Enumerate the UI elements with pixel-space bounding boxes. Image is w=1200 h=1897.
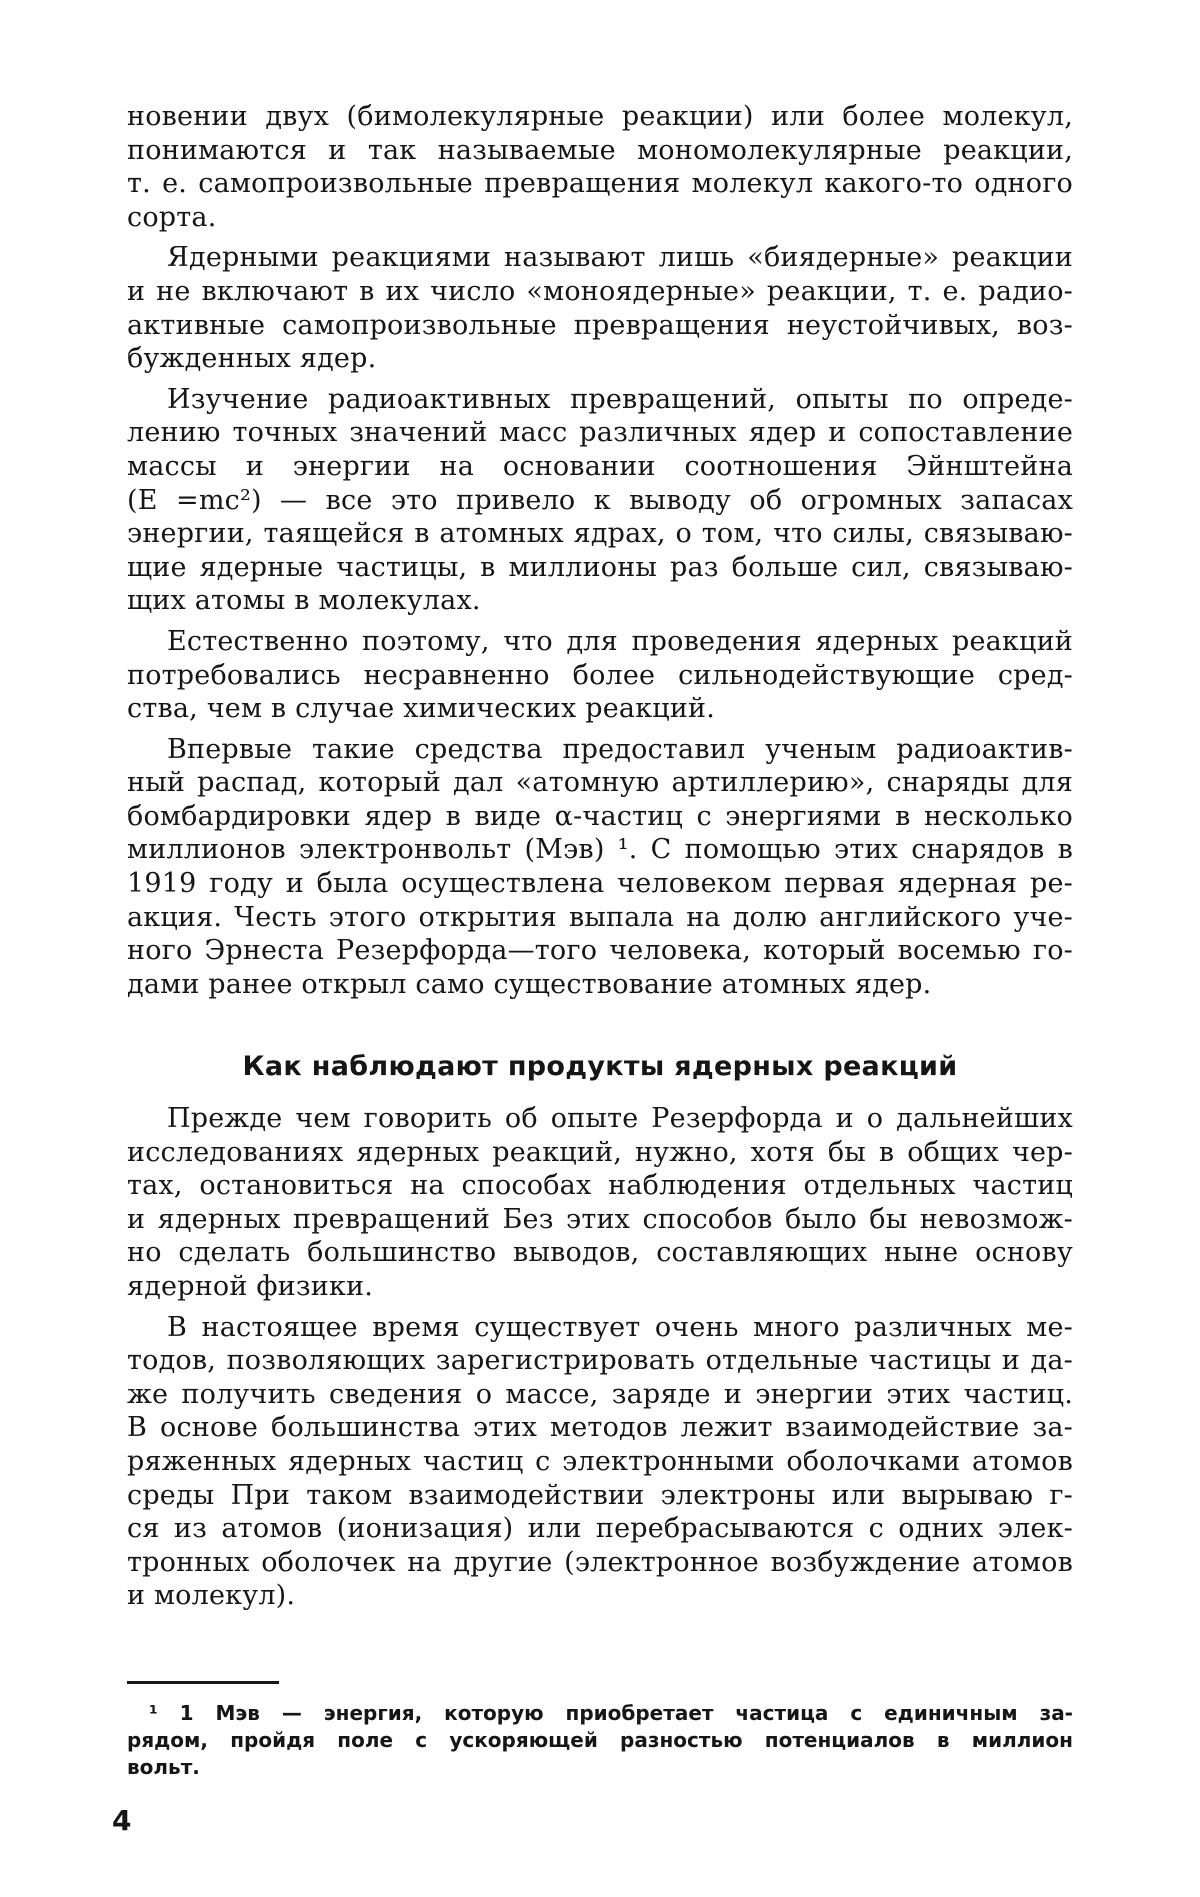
text-line: ства, чем в случае химических реакций.	[127, 692, 1073, 726]
paragraph-2	[127, 241, 1073, 375]
footnote-divider	[127, 1681, 279, 1684]
text-line: ного Эрнеста Резерфорда—того человека, который восемью го-	[127, 934, 1073, 968]
text-line: и не включают в их число «моноядерные» реакции, т. е. радио-	[127, 275, 1073, 309]
footnote-line: ¹ 1 Мэв — энергия, которую приобретает частица с единичным за-	[127, 1700, 1073, 1727]
text-block-bottom	[127, 1102, 1073, 1620]
text-line: и ядерных превращений Без этих способов было бы невозмож-	[127, 1203, 1073, 1237]
text-line: щих атомы в молекулах.	[127, 584, 1073, 618]
text-line: В настоящее время существует очень много различных ме-	[127, 1311, 1073, 1345]
text-line: и молекул).	[127, 1579, 1073, 1613]
text-line: тронных оболочек на другие (электронное возбуждение атомов	[127, 1546, 1073, 1580]
page-number: 4	[112, 1804, 131, 1838]
book-page	[0, 0, 1200, 1897]
text-line: т. е. самопроизвольные превращения молекул какого-то одного	[127, 167, 1073, 201]
section-title: Как наблюдают продукты ядерных реакций	[127, 1050, 1073, 1084]
paragraph-5	[127, 733, 1073, 1002]
text-block-top	[127, 100, 1073, 1008]
text-line: ся из атомов (ионизация) или перебрасываются с одних элек-	[127, 1512, 1073, 1546]
text-line: В основе большинства этих методов лежит взаимодействие за-	[127, 1411, 1073, 1445]
text-line: ядерной физики.	[127, 1270, 1073, 1304]
text-line: новении двух (бимолекулярные реакции) или более молекул,	[127, 100, 1073, 134]
text-line: бужденных ядер.	[127, 342, 1073, 376]
footnote-line: вольт.	[127, 1754, 1073, 1781]
text-line: ряженных ядерных частиц с электронными оболочками атомов	[127, 1445, 1073, 1479]
text-line: тах, остановиться на способах наблюдения отдельных частиц	[127, 1169, 1073, 1203]
text-line: акция. Честь этого открытия выпала на долю английского уче-	[127, 901, 1073, 935]
text-line: бомбардировки ядер в виде α-частиц с энергиями в несколько	[127, 800, 1073, 834]
text-line: исследованиях ядерных реакций, нужно, хотя бы в общих чер-	[127, 1136, 1073, 1170]
text-line: сорта.	[127, 201, 1073, 235]
footnote	[127, 1700, 1073, 1781]
text-line: дами ранее открыл само существование атомных ядер.	[127, 968, 1073, 1002]
text-line: лению точных значений масс различных ядер и сопоставление	[127, 416, 1073, 450]
text-line: Изучение радиоактивных превращений, опыты по опреде-	[127, 383, 1073, 417]
paragraph-4	[127, 625, 1073, 726]
text-line: среды При таком взаимодействии электроны или вырываю г-	[127, 1479, 1073, 1513]
text-line: массы и энергии на основании соотношения Эйнштейна	[127, 450, 1073, 484]
paragraph-3	[127, 383, 1073, 618]
text-line: щие ядерные частицы, в миллионы раз больше сил, связываю-	[127, 551, 1073, 585]
text-line: же получить сведения о массе, заряде и энергии этих частиц.	[127, 1378, 1073, 1412]
text-line: (E =mc²) — все это привело к выводу об огромных запасах	[127, 484, 1073, 518]
paragraph-1	[127, 100, 1073, 234]
text-line: активные самопроизвольные превращения неустойчивых, воз-	[127, 309, 1073, 343]
text-line: 1919 году и была осуществлена человеком первая ядерная ре-	[127, 867, 1073, 901]
paragraph-7	[127, 1311, 1073, 1613]
paragraph-6	[127, 1102, 1073, 1304]
text-line: энергии, таящейся в атомных ядрах, о том, что силы, связываю-	[127, 517, 1073, 551]
text-line: Прежде чем говорить об опыте Резерфорда и о дальнейших	[127, 1102, 1073, 1136]
text-line: Естественно поэтому, что для проведения ядерных реакций	[127, 625, 1073, 659]
text-line: Ядерными реакциями называют лишь «биядерные» реакции	[127, 241, 1073, 275]
text-line: тодов, позволяющих зарегистрировать отдельные частицы и да-	[127, 1344, 1073, 1378]
text-line: Впервые такие средства предоставил ученым радиоактив-	[127, 733, 1073, 767]
text-line: понимаются и так называемые мономолекулярные реакции,	[127, 134, 1073, 168]
footnote-line: рядом, пройдя поле с ускоряющей разностью потенциалов в миллион	[127, 1727, 1073, 1754]
text-line: миллионов электронвольт (Мэв) ¹. С помощью этих снарядов в	[127, 833, 1073, 867]
text-line: но сделать большинство выводов, составляющих ныне основу	[127, 1236, 1073, 1270]
text-line: ный распад, который дал «атомную артиллерию», снаряды для	[127, 766, 1073, 800]
text-line: потребовались несравненно более сильнодействующие сред-	[127, 659, 1073, 693]
